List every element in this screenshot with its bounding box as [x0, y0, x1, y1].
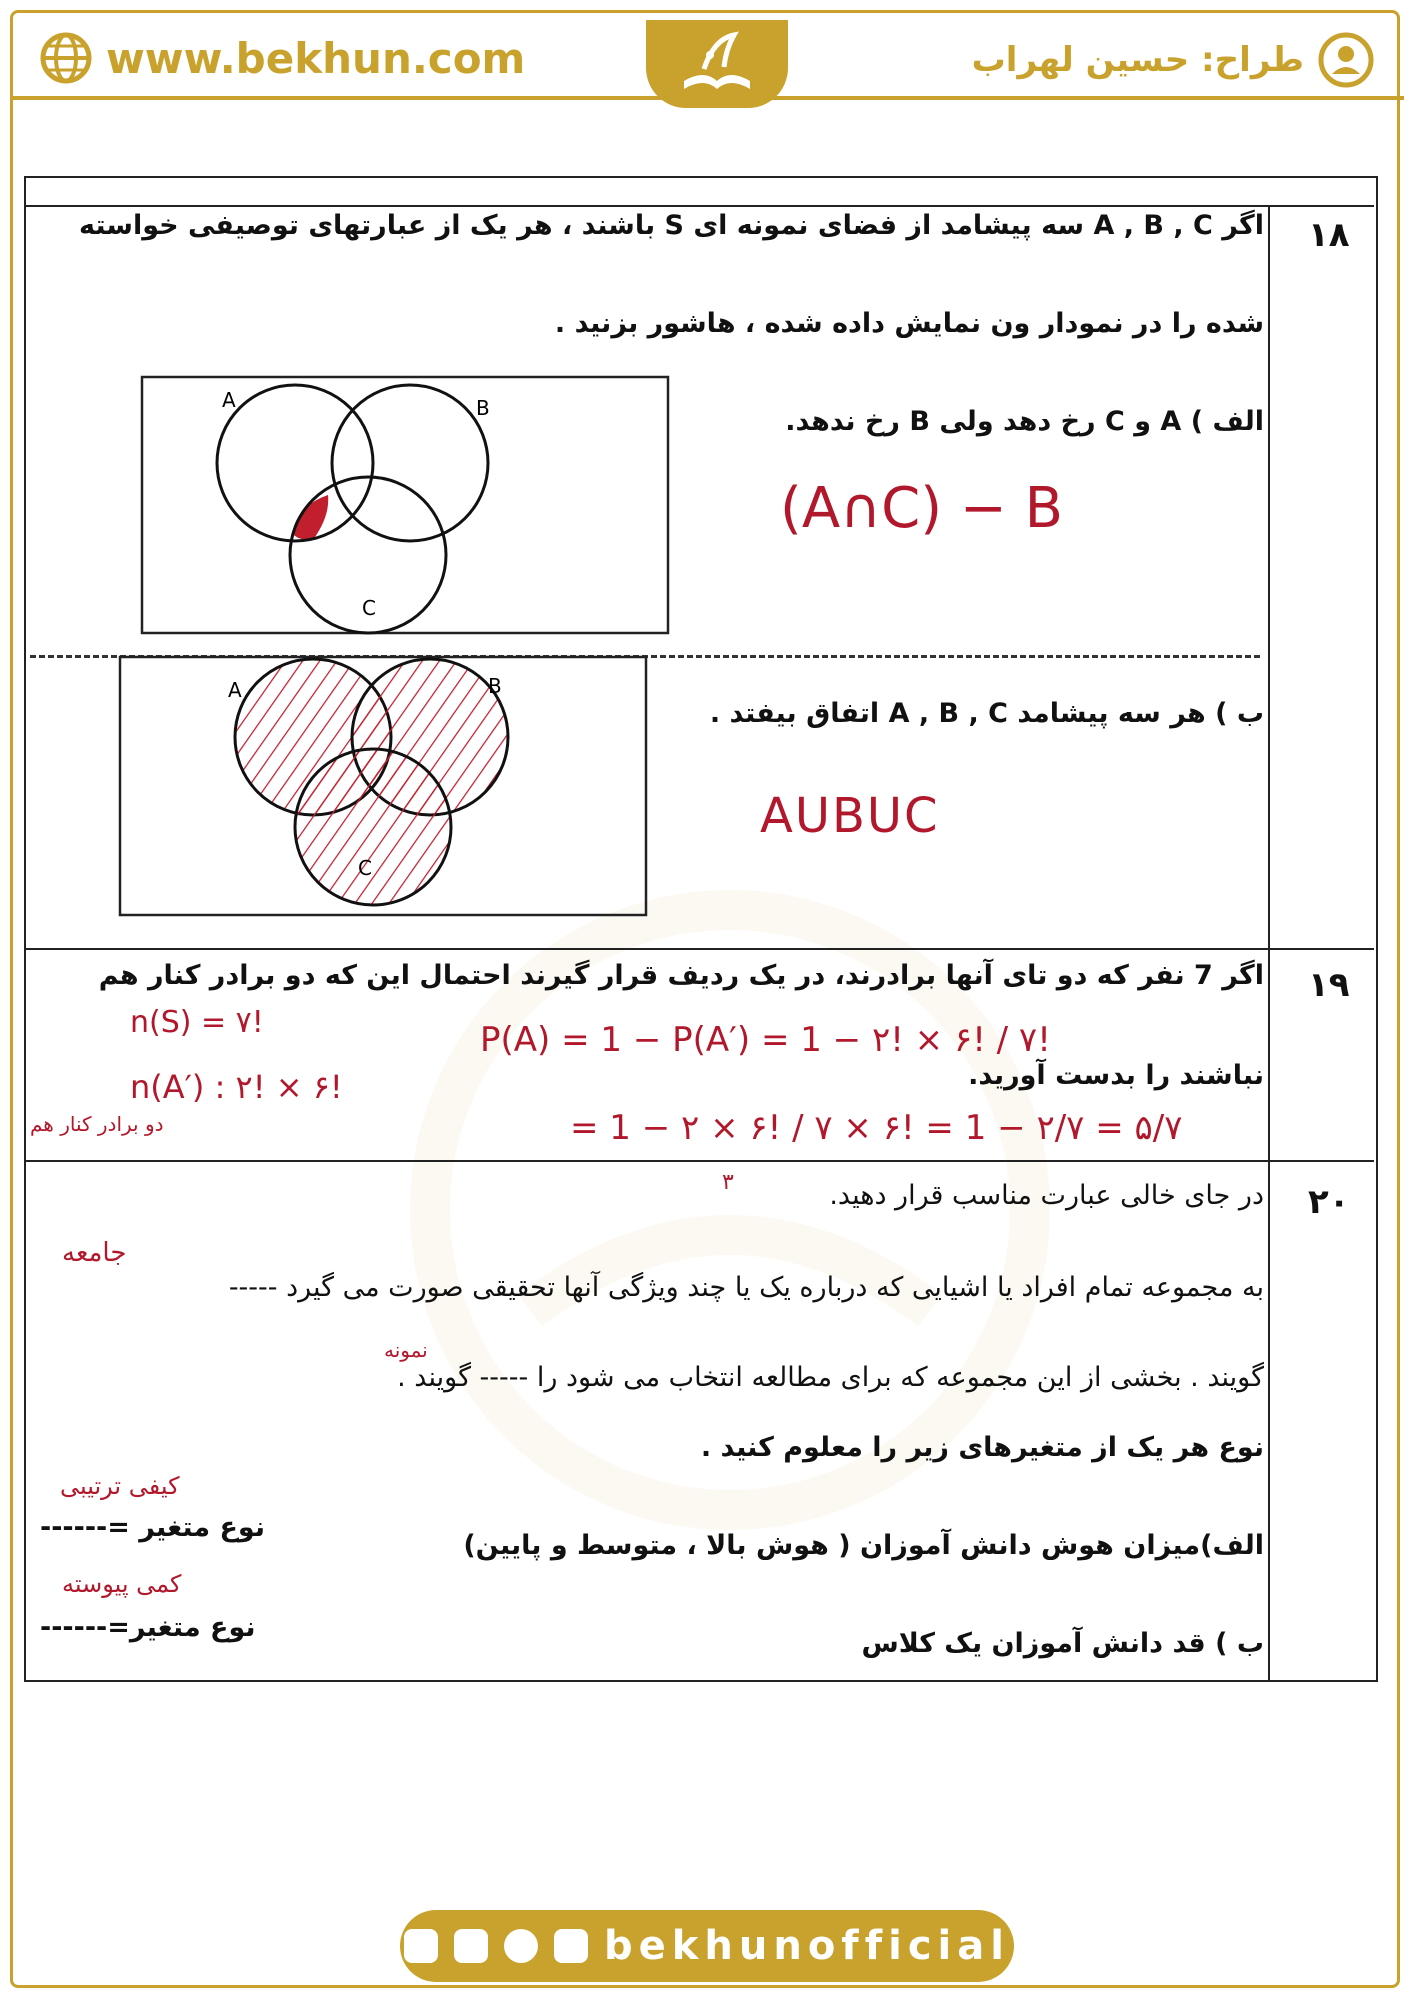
handwritten-answer: (A∩C) − B — [780, 476, 1064, 541]
handwritten-mark: ۳ — [722, 1170, 734, 1195]
designer-credit — [972, 32, 1374, 88]
handwritten-note: n(A′) : ۲! × ۶! — [130, 1068, 343, 1106]
row-divider — [24, 948, 1374, 950]
number-column-divider — [1268, 205, 1270, 1680]
fill-blank-text: به مجموعه تمام افراد یا اشیایی که درباره یک یا چند ویژگی آنها تحقیقی صورت می گیرد ----- — [228, 1272, 1264, 1303]
venn-label: C — [362, 596, 376, 620]
question-text: نباشند را بدست آورید. — [968, 1060, 1264, 1091]
variable-type-label: نوع متغیر =------ — [40, 1512, 265, 1543]
social-footer — [400, 1910, 1014, 1982]
question-number: ۲۰ — [1308, 1182, 1350, 1222]
website-text[interactable]: www.bekhun.com — [106, 33, 526, 83]
book-logo-icon — [674, 29, 760, 99]
telegram-icon[interactable] — [504, 1929, 538, 1963]
handwritten-solution: P(A) = 1 − P(A′) = 1 − ۲! × ۶! / ۷! — [480, 1020, 1051, 1060]
question-title: در جای خالی عبارت مناسب قرار دهید. — [829, 1180, 1264, 1211]
handwritten-solution: = 1 − ۲ × ۶! / ۷ × ۶! = 1 − ۲/۷ = ۵/۷ — [570, 1108, 1183, 1148]
youtube-icon[interactable] — [454, 1929, 488, 1963]
instruction-text: نوع هر یک از متغیرهای زیر را معلوم کنید . — [700, 1432, 1264, 1463]
instagram-icon[interactable] — [554, 1929, 588, 1963]
venn-label: C — [358, 856, 372, 880]
venn-diagram-a — [140, 375, 670, 635]
handwritten-note: دو برادر کنار هم — [30, 1112, 164, 1136]
question-text: اگر 7 نفر که دو تای آنها برادرند، در یک ردیف قرار گیرند احتمال این که دو برادر کنار هم — [98, 960, 1264, 991]
question-text: اگر A , B , C سه پیشامد از فضای نمونه ای S باشند ، هر یک از عبارتهای توصیفی خواسته — [79, 210, 1264, 241]
venn-label: B — [488, 674, 502, 698]
part-b-text: ب ) هر سه پیشامد A , B , C اتفاق بیفتد . — [709, 698, 1264, 729]
handwritten-answer: کیفی ترتیبی — [60, 1472, 180, 1500]
item-a-text: الف)میزان هوش دانش آموزان ( هوش بالا ، متوسط و پایین) — [463, 1530, 1264, 1561]
user-avatar-icon — [1318, 32, 1374, 88]
header-bar — [10, 10, 1404, 100]
handwritten-answer: جامعه — [62, 1238, 127, 1268]
row-divider — [24, 205, 1374, 207]
handwritten-answer: نمونه — [384, 1338, 428, 1362]
designer-name: طراح: حسین لهراب — [971, 40, 1304, 80]
question-number: ۱۸ — [1308, 215, 1350, 255]
aparat-icon[interactable] — [404, 1929, 438, 1963]
globe-icon — [40, 32, 92, 84]
handwritten-answer: AUBUC — [760, 788, 940, 844]
venn-label: A — [228, 678, 242, 702]
handwritten-note: n(S) = ۷! — [130, 1005, 264, 1040]
question-number: ۱۹ — [1308, 965, 1350, 1005]
row-divider — [24, 1160, 1374, 1162]
venn-label: B — [476, 396, 490, 420]
handwritten-answer: کمی پیوسته — [62, 1570, 182, 1598]
item-b-text: ب ) قد دانش آموزان یک کلاس — [861, 1628, 1264, 1659]
fill-blank-text: گویند . بخشی از این مجموعه که برای مطالعه انتخاب می شود را ----- گویند . — [397, 1362, 1264, 1393]
variable-type-label: نوع متغیر=------ — [40, 1612, 256, 1643]
social-handle[interactable]: bekhunofficial — [604, 1923, 1010, 1969]
brand-logo — [646, 20, 788, 108]
part-a-text: الف ) A و C رخ دهد ولی B رخ ندهد. — [785, 406, 1264, 437]
venn-diagram-b — [118, 655, 648, 917]
question-text: شده را در نمودار ون نمایش داده شده ، هاشور بزنید . — [554, 308, 1264, 339]
venn-label: A — [222, 388, 236, 412]
website-link[interactable] — [40, 32, 525, 84]
